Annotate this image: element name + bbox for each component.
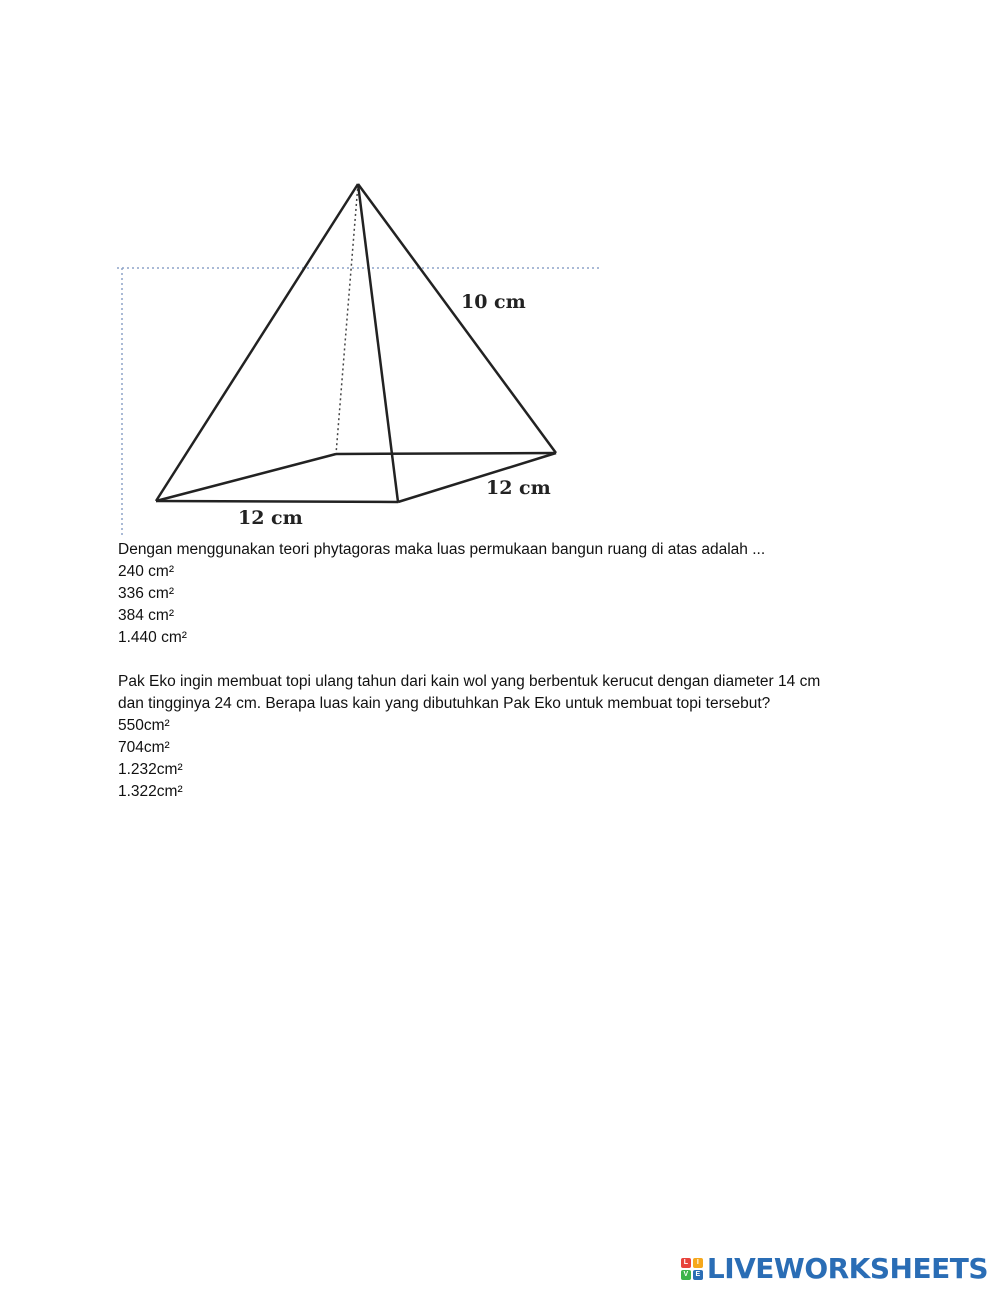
question-2-text-line-2: dan tingginya 24 cm. Berapa luas kain yang dibutuhkan Pak Eko untuk membuat topi tersebut?: [118, 695, 771, 712]
logo-cell-l: L: [681, 1258, 691, 1268]
question-2-text-line-1: Pak Eko ingin membuat topi ulang tahun dari kain wol yang berbentuk kerucut dengan diameter 14 cm: [118, 673, 821, 690]
lateral-edge-left: [156, 184, 358, 501]
logo-cell-i: I: [693, 1258, 703, 1268]
question-1-option-a[interactable]: 240 cm²: [118, 563, 174, 580]
question-2-option-c[interactable]: 1.232cm²: [118, 761, 183, 778]
hidden-edge-vertical: [336, 184, 358, 454]
base-front-edge: [156, 501, 398, 502]
label-front-base: 12 cm: [238, 507, 303, 529]
pyramid-diagram: [112, 170, 612, 542]
question-2: [118, 671, 898, 803]
question-1-option-b[interactable]: 336 cm²: [118, 585, 174, 602]
liveworksheets-logo: [681, 1252, 988, 1285]
logo-mark-icon: [681, 1258, 703, 1280]
worksheet-content: [118, 539, 898, 803]
base-left-edge: [156, 454, 336, 501]
logo-cell-v: V: [681, 1270, 691, 1280]
question-1-option-c[interactable]: 384 cm²: [118, 607, 174, 624]
question-1: [118, 539, 898, 649]
logo-text: LIVEWORKSHEETS: [706, 1252, 988, 1285]
question-1-text: Dengan menggunakan teori phytagoras maka luas permukaan bangun ruang di atas adalah ...: [118, 541, 766, 558]
spacer: [118, 649, 898, 671]
base-back-edge: [336, 453, 556, 454]
pyramid-figure: [112, 170, 612, 542]
question-2-option-d[interactable]: 1.322cm²: [118, 783, 183, 800]
question-2-option-b[interactable]: 704cm²: [118, 739, 170, 756]
label-right-base: 12 cm: [486, 477, 551, 499]
logo-cell-e: E: [693, 1270, 703, 1280]
label-slant-edge: 10 cm: [461, 291, 526, 313]
question-1-option-d[interactable]: 1.440 cm²: [118, 629, 187, 646]
question-2-option-a[interactable]: 550cm²: [118, 717, 170, 734]
